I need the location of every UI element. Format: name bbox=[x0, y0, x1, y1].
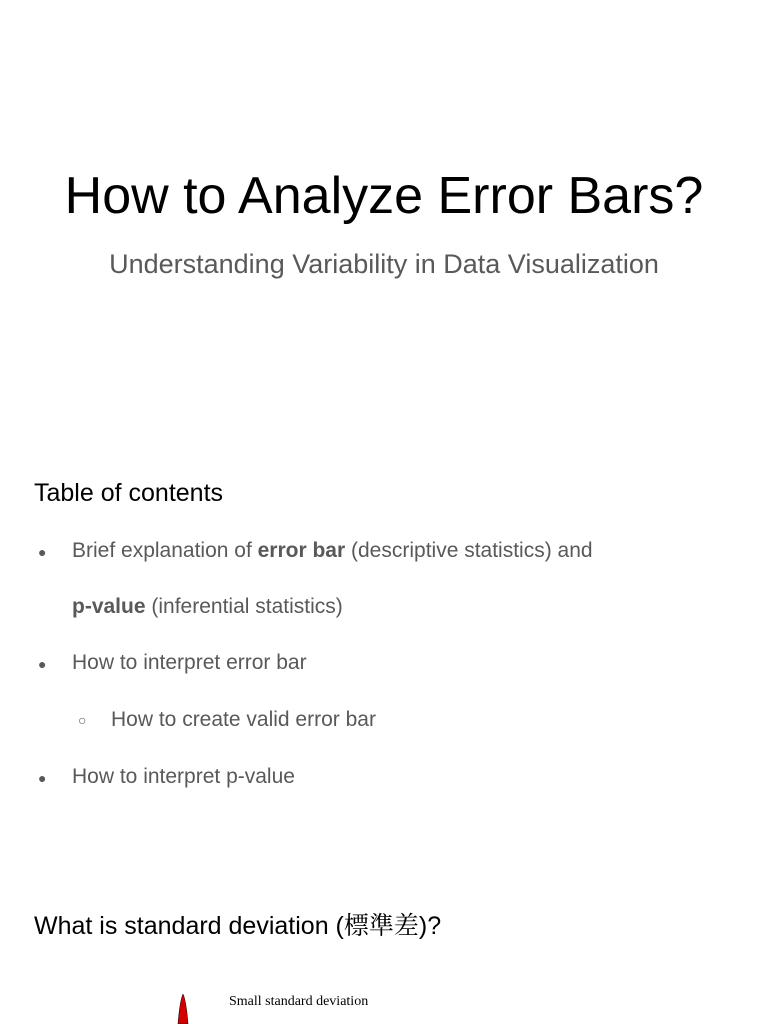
narrow-distribution-curve bbox=[170, 990, 210, 1024]
bullet-icon: ● bbox=[38, 656, 47, 672]
sd-heading: What is standard deviation (標準差)? bbox=[34, 912, 442, 940]
toc-item-4: How to interpret p-value bbox=[72, 765, 295, 788]
toc-item-1-line-2 bbox=[72, 593, 343, 621]
toc-item-1-line-1 bbox=[72, 537, 593, 565]
toc-heading: Table of contents bbox=[34, 479, 224, 507]
page-subtitle: Understanding Variability in Data Visualization bbox=[109, 249, 659, 279]
toc-item-1-bold-2: p-value bbox=[72, 595, 146, 618]
page-title: How to Analyze Error Bars? bbox=[64, 167, 704, 225]
bullet-icon: ● bbox=[38, 770, 47, 786]
sd-figure bbox=[170, 990, 370, 1024]
bullet-icon: ● bbox=[38, 544, 47, 560]
toc-item-2: How to interpret error bar bbox=[72, 651, 307, 674]
toc-item-3: How to create valid error bar bbox=[111, 708, 376, 731]
figure-label: Small standard deviation bbox=[229, 994, 369, 1009]
toc-item-1-text: Brief explanation of bbox=[72, 539, 258, 562]
toc-item-1-text-after: (descriptive statistics) and bbox=[345, 539, 593, 562]
toc-item-1-text-after-2: (inferential statistics) bbox=[145, 595, 343, 618]
toc-item-1-bold: error bar bbox=[257, 539, 346, 562]
hollow-bullet-icon: ○ bbox=[78, 712, 87, 728]
